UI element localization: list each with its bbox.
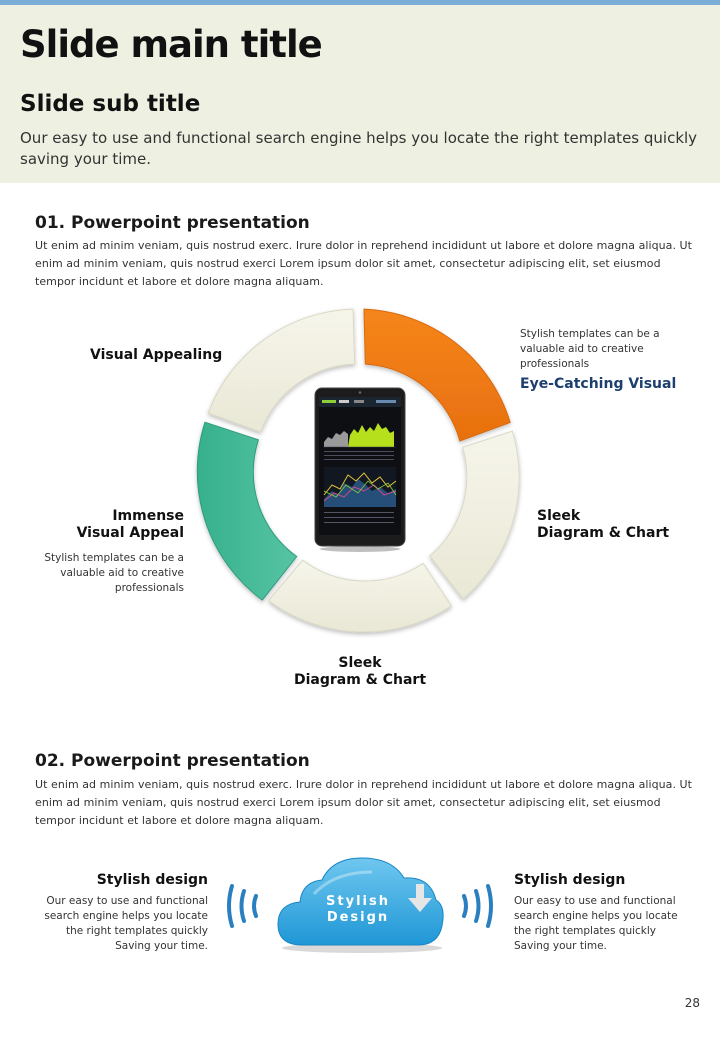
label-eye-catching-visual: Eye-Catching Visual	[520, 376, 677, 392]
right-signal-waves-icon	[464, 886, 491, 926]
ring-segment-left	[197, 422, 296, 600]
immense-description: Stylish templates can be a valuable aid to creative professionals	[44, 552, 184, 594]
label-immense-visual-appeal	[60, 508, 184, 542]
label-sleek-bottom-line2: Diagram & Chart	[293, 672, 427, 688]
header-description: Our easy to use and functional search engine helps you locate the right templates quickly saving your time.	[20, 129, 698, 168]
page-number: 28	[684, 996, 700, 1010]
label-sleek-bottom	[280, 655, 440, 689]
page-subtitle: Slide sub title	[20, 91, 201, 117]
section2-body: Ut enim ad minim veniam, quis nostrud exerc. Irure dolor in reprehend incididunt ut labore et dolore magna aliqua. Ut enim ad minim veniam, quis nostrud exerci Lorem ipsum dolor sit amet, consectetur adipiscing elit, set eiusmod tempor incidunt et labore et dolore magna aliquam.	[35, 778, 693, 827]
cloud-text-line1: Stylish	[326, 894, 390, 909]
page-title: Slide main title	[20, 23, 322, 66]
ring-segment-right	[430, 431, 519, 599]
label-immense-line1: Immense	[112, 508, 184, 524]
section1-title: 01. Powerpoint presentation	[35, 213, 310, 233]
label-immense-line2: Visual Appeal	[76, 525, 184, 541]
label-visual-appealing: Visual Appealing	[90, 347, 223, 363]
section2-title: 02. Powerpoint presentation	[35, 751, 310, 771]
label-sleek-right-line2: Diagram & Chart	[537, 525, 670, 541]
cloud-text-line2: Design	[326, 910, 390, 925]
label-sleek-right	[537, 508, 677, 542]
ring-segment-bottom	[269, 560, 452, 632]
right-stylish-design-text: Our easy to use and functional search engine helps you locate the right templates quickly Saving your time.	[514, 895, 678, 952]
cloud-graphic	[222, 850, 498, 960]
label-sleek-bottom-line1: Sleek	[338, 655, 382, 671]
left-signal-waves-icon	[229, 886, 256, 926]
left-stylish-design-text: Our easy to use and functional search engine helps you locate the right templates quickly Saving your time.	[44, 895, 208, 952]
tablet-image	[314, 387, 406, 552]
section1-body: Ut enim ad minim veniam, quis nostrud exerc. Irure dolor in reprehend incididunt ut labore et dolore magna aliqua. Ut enim ad minim veniam, quis nostrud exerci Lorem ipsum dolor sit amet, consectetur adipiscing elit, set eiusmod tempor incidunt et labore et dolore magna aliquam.	[35, 239, 693, 288]
left-stylish-design-title: Stylish design	[96, 872, 208, 888]
eye-catching-description: Stylish templates can be a valuable aid to creative professionals	[520, 328, 660, 370]
right-stylish-design-title: Stylish design	[514, 872, 626, 888]
header-band	[0, 5, 720, 183]
label-sleek-right-line1: Sleek	[537, 508, 581, 524]
